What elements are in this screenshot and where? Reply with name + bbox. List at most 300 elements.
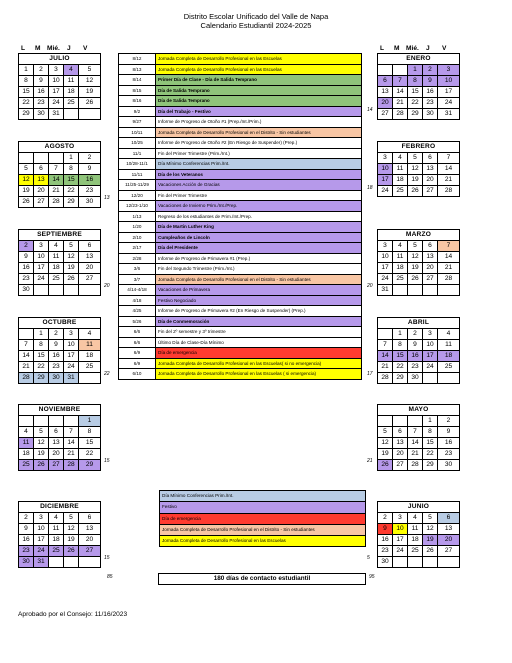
day-cell: 8: [19, 76, 34, 87]
day-cell: 1: [423, 416, 438, 427]
day-cell: 1: [393, 329, 408, 340]
day-cell: 9: [408, 340, 423, 351]
weekday-label: J: [426, 45, 430, 52]
legend-row: [160, 491, 366, 502]
event-date: 1/13: [119, 211, 156, 222]
day-cell: 10: [34, 252, 49, 263]
day-cell: 16: [19, 263, 34, 274]
day-cell: [393, 65, 408, 76]
event-date: 6/6: [119, 327, 156, 338]
event-date: 3/6: [119, 264, 156, 275]
day-cell: 8: [423, 427, 438, 438]
day-cell: 6: [438, 513, 460, 524]
day-cell: [49, 153, 64, 164]
day-cell: 6: [423, 153, 438, 164]
month-octubre: [18, 317, 101, 384]
event-date: 6/6: [119, 337, 156, 348]
day-cell: [64, 416, 79, 427]
day-cell: 16: [438, 438, 460, 449]
day-cell: 25: [393, 186, 408, 197]
day-cell: [393, 285, 408, 296]
day-cell: 15: [19, 87, 34, 98]
event-text: Vacaciones de Invierno Prim./Int./Prep.: [156, 201, 362, 212]
day-cell: [408, 557, 423, 568]
day-cell: 17: [64, 351, 79, 362]
day-cell: 3: [34, 241, 49, 252]
day-cell: 28: [19, 373, 34, 384]
day-cell: 12: [423, 524, 438, 535]
day-cell: 31: [378, 285, 393, 296]
event-row: [119, 295, 362, 306]
event-date: 10/11: [119, 127, 156, 138]
day-cell: 23: [423, 98, 438, 109]
day-cell: 24: [423, 362, 438, 373]
day-cell: 19: [378, 449, 393, 460]
day-cell: 29: [79, 460, 101, 471]
day-cell: 4: [64, 65, 79, 76]
event-text: Día de los Veteranos: [156, 169, 362, 180]
day-cell: 10: [438, 76, 460, 87]
day-cell: [19, 153, 34, 164]
day-cell: 13: [378, 87, 393, 98]
legend-item: Día de emergencia: [160, 513, 366, 524]
day-cell: 18: [393, 263, 408, 274]
day-cell: 6: [378, 76, 393, 87]
day-cell: 9: [49, 340, 64, 351]
day-cell: 20: [378, 98, 393, 109]
weekday-label: M: [35, 45, 41, 52]
event-date: 11/11: [119, 169, 156, 180]
day-cell: 18: [49, 535, 64, 546]
day-cell: 21: [64, 449, 79, 460]
day-cell: [34, 416, 49, 427]
day-cell: 29: [393, 373, 408, 384]
day-cell: 25: [19, 460, 34, 471]
month-agosto: [18, 141, 101, 208]
day-cell: 18: [438, 351, 460, 362]
day-cell: 22: [393, 362, 408, 373]
event-row: [119, 64, 362, 75]
day-cell: 13: [423, 164, 438, 175]
instructional-day-count: 5: [367, 555, 370, 561]
day-cell: 3: [49, 65, 64, 76]
event-text: Fin del Primer Trimestre (Prim./Int.): [156, 148, 362, 159]
day-cell: 23: [408, 362, 423, 373]
day-cell: [423, 285, 438, 296]
day-cell: 2: [49, 329, 64, 340]
weekday-label: Mié.: [47, 45, 60, 52]
day-cell: 9: [79, 164, 101, 175]
day-cell: 18: [408, 535, 423, 546]
day-cell: 27: [423, 274, 438, 285]
day-cell: 22: [34, 362, 49, 373]
instructional-day-count: 15: [104, 555, 110, 561]
event-text: Informe de Progreso de Otoño #1 (Prep./Int./Prim.): [156, 117, 362, 128]
event-text: Primer Día de Clase - Día de Salida Temprano: [156, 75, 362, 86]
day-cell: 5: [34, 427, 49, 438]
day-cell: [19, 416, 34, 427]
day-cell: 8: [79, 427, 101, 438]
day-cell: 29: [34, 373, 49, 384]
day-cell: 1: [19, 65, 34, 76]
day-cell: 27: [79, 546, 101, 557]
instructional-day-count: 22: [104, 371, 110, 377]
event-row: [119, 243, 362, 254]
day-cell: 18: [19, 449, 34, 460]
event-row: [119, 117, 362, 128]
month-name: FEBRERO: [378, 142, 460, 153]
day-cell: 14: [438, 164, 460, 175]
day-cell: 24: [438, 98, 460, 109]
month-abril: [377, 317, 460, 384]
event-date: 10/25: [119, 138, 156, 149]
day-cell: 5: [64, 241, 79, 252]
instructional-day-count: 20: [367, 283, 373, 289]
day-cell: 12: [19, 175, 34, 186]
day-cell: 6: [34, 164, 49, 175]
month-name: OCTUBRE: [19, 318, 101, 329]
day-cell: 19: [19, 186, 34, 197]
day-cell: 20: [79, 263, 101, 274]
day-cell: 14: [378, 351, 393, 362]
event-row: [119, 106, 362, 117]
event-row: [119, 285, 362, 296]
day-cell: 10: [34, 524, 49, 535]
day-cell: 15: [408, 87, 423, 98]
day-cell: 31: [438, 109, 460, 120]
day-cell: 6: [79, 513, 101, 524]
event-row: [119, 190, 362, 201]
day-cell: 4: [393, 153, 408, 164]
event-text: Jornada Completa de Desarrollo Profesional en las Escuelas ( si emergencia): [156, 369, 362, 380]
day-cell: 7: [438, 153, 460, 164]
day-cell: 10: [423, 340, 438, 351]
event-date: 8/13: [119, 64, 156, 75]
weekday-label: M: [394, 45, 400, 52]
event-date: 11/1: [119, 148, 156, 159]
contact-days: 180 días de contacto estudiantil: [158, 573, 366, 585]
event-date: 12/23-1/10: [119, 201, 156, 212]
day-cell: 8: [34, 340, 49, 351]
day-cell: 14: [19, 351, 34, 362]
day-cell: [49, 416, 64, 427]
event-text: Festivo Negociado: [156, 295, 362, 306]
day-cell: 13: [79, 524, 101, 535]
day-cell: [34, 153, 49, 164]
event-row: [119, 264, 362, 275]
day-cell: 22: [19, 98, 34, 109]
day-cell: 20: [79, 535, 101, 546]
event-text: Día de Salida Temprano: [156, 96, 362, 107]
day-cell: 10: [378, 252, 393, 263]
month-julio: [18, 53, 101, 120]
month-name: MARZO: [378, 230, 460, 241]
day-cell: 11: [19, 438, 34, 449]
day-cell: 14: [393, 87, 408, 98]
day-cell: 9: [378, 524, 393, 535]
day-cell: 30: [19, 557, 34, 568]
day-cell: 5: [64, 513, 79, 524]
day-cell: 27: [49, 460, 64, 471]
month-marzo: [377, 229, 460, 296]
event-row: [119, 337, 362, 348]
day-cell: 12: [378, 438, 393, 449]
day-cell: 3: [423, 329, 438, 340]
day-cell: 26: [408, 186, 423, 197]
day-cell: 30: [408, 373, 423, 384]
month-diciembre: [18, 501, 101, 568]
day-cell: 1: [34, 329, 49, 340]
event-text: Fin del Segundo Trimestre (Prim./Int.): [156, 264, 362, 275]
day-cell: 2: [19, 241, 34, 252]
event-date: 10/28-11/1: [119, 159, 156, 170]
instructional-day-count: 13: [104, 195, 110, 201]
day-cell: 17: [438, 87, 460, 98]
day-cell: 30: [438, 460, 460, 471]
day-cell: 18: [64, 87, 79, 98]
day-cell: 21: [438, 263, 460, 274]
day-cell: 24: [393, 546, 408, 557]
day-cell: 27: [423, 186, 438, 197]
day-cell: [79, 285, 101, 296]
day-cell: 11: [408, 524, 423, 535]
event-date: 12/20: [119, 190, 156, 201]
event-row: [119, 96, 362, 107]
day-cell: 31: [64, 373, 79, 384]
day-cell: 18: [393, 175, 408, 186]
day-cell: 22: [408, 98, 423, 109]
day-cell: 22: [79, 449, 101, 460]
day-cell: 28: [408, 460, 423, 471]
day-cell: 28: [64, 460, 79, 471]
legend-row: [160, 536, 366, 547]
total-right: 95: [369, 574, 375, 580]
day-cell: 16: [408, 351, 423, 362]
day-cell: 11: [393, 164, 408, 175]
day-cell: 11: [49, 252, 64, 263]
day-cell: 16: [378, 535, 393, 546]
day-cell: [438, 285, 460, 296]
day-cell: 2: [408, 329, 423, 340]
day-cell: 27: [79, 274, 101, 285]
day-cell: 25: [393, 274, 408, 285]
day-cell: 3: [64, 329, 79, 340]
day-cell: [64, 109, 79, 120]
day-cell: 15: [393, 351, 408, 362]
event-row: [119, 222, 362, 233]
day-cell: 26: [64, 274, 79, 285]
event-row: [119, 358, 362, 369]
day-cell: 20: [34, 186, 49, 197]
event-date: 9/2: [119, 106, 156, 117]
day-cell: 1: [79, 416, 101, 427]
day-cell: 21: [19, 362, 34, 373]
day-cell: 10: [378, 164, 393, 175]
day-cell: 16: [79, 175, 101, 186]
event-text: Día de Salida Temprano: [156, 85, 362, 96]
month-enero: [377, 53, 460, 120]
day-cell: 3: [393, 513, 408, 524]
day-cell: 17: [378, 175, 393, 186]
day-cell: [49, 285, 64, 296]
day-cell: 18: [79, 351, 101, 362]
day-cell: 13: [49, 438, 64, 449]
month-name: ENERO: [378, 54, 460, 65]
day-cell: 15: [423, 438, 438, 449]
month-name: ABRIL: [378, 318, 460, 329]
day-cell: 5: [408, 153, 423, 164]
event-date: 2/10: [119, 232, 156, 243]
day-cell: [49, 557, 64, 568]
day-cell: 15: [64, 175, 79, 186]
day-cell: 12: [408, 252, 423, 263]
event-date: 2/17: [119, 243, 156, 254]
day-cell: 15: [34, 351, 49, 362]
day-cell: [438, 373, 460, 384]
event-date: 4/18: [119, 295, 156, 306]
day-cell: 14: [64, 438, 79, 449]
day-cell: [19, 329, 34, 340]
day-cell: 28: [378, 373, 393, 384]
day-cell: 21: [393, 98, 408, 109]
event-date: 8/15: [119, 85, 156, 96]
day-cell: 22: [64, 186, 79, 197]
day-cell: 13: [393, 438, 408, 449]
event-date: 6/9: [119, 348, 156, 359]
district-title: Distrito Escolar Unificado del Valle de Napa: [183, 12, 329, 21]
day-cell: [408, 285, 423, 296]
day-cell: 5: [378, 427, 393, 438]
day-cell: 28: [438, 274, 460, 285]
day-cell: 2: [438, 416, 460, 427]
day-cell: 26: [34, 460, 49, 471]
day-cell: 30: [423, 109, 438, 120]
day-cell: [79, 557, 101, 568]
event-text: Informe de Progreso de Otoño #2 (En Riesgo de Suspender) (Prep.): [156, 138, 362, 149]
day-cell: 25: [79, 362, 101, 373]
day-cell: 24: [378, 186, 393, 197]
day-cell: 5: [423, 513, 438, 524]
month-name: MAYO: [378, 405, 460, 416]
event-row: [119, 369, 362, 380]
total-left: 85: [107, 574, 113, 580]
day-cell: 18: [49, 263, 64, 274]
day-cell: 9: [19, 252, 34, 263]
event-row: [119, 54, 362, 65]
month-febrero: [377, 141, 460, 197]
event-row: [119, 348, 362, 359]
month-mayo: [377, 404, 460, 471]
day-cell: 7: [19, 340, 34, 351]
legend-table: [159, 490, 366, 547]
day-cell: 23: [378, 546, 393, 557]
instructional-day-count: 15: [104, 458, 110, 464]
event-text: Jornada Completa de Desarrollo Profesional en el Distrito - Sin estudiantes: [156, 274, 362, 285]
day-cell: 23: [438, 449, 460, 460]
day-cell: 13: [34, 175, 49, 186]
day-cell: 20: [423, 263, 438, 274]
event-text: Jornada Completa de Desarrollo Profesional en las Escuelas: [156, 64, 362, 75]
weekday-label: Mié.: [406, 45, 419, 52]
event-date: 5/26: [119, 316, 156, 327]
day-cell: 1: [408, 65, 423, 76]
day-cell: 29: [408, 109, 423, 120]
event-row: [119, 327, 362, 338]
day-cell: 19: [408, 175, 423, 186]
day-cell: 2: [423, 65, 438, 76]
day-cell: 12: [408, 164, 423, 175]
day-cell: 17: [34, 535, 49, 546]
day-cell: 17: [34, 263, 49, 274]
event-date: 11/25-11/29: [119, 180, 156, 191]
day-cell: 12: [64, 252, 79, 263]
day-cell: 11: [49, 524, 64, 535]
day-cell: 30: [19, 285, 34, 296]
day-cell: 24: [34, 274, 49, 285]
day-cell: 4: [438, 329, 460, 340]
event-row: [119, 85, 362, 96]
day-cell: 20: [423, 175, 438, 186]
day-cell: 4: [408, 513, 423, 524]
weekday-label: L: [380, 45, 385, 52]
event-text: Día de emergencia: [156, 348, 362, 359]
day-cell: 8: [393, 340, 408, 351]
day-cell: 28: [49, 197, 64, 208]
event-date: 3/7: [119, 274, 156, 285]
day-cell: 25: [49, 274, 64, 285]
day-cell: 5: [79, 65, 101, 76]
day-cell: 25: [49, 546, 64, 557]
event-text: Jornada Completa de Desarrollo Profesional en las Escuelas: [156, 54, 362, 65]
day-cell: 28: [393, 109, 408, 120]
day-cell: 12: [34, 438, 49, 449]
day-cell: 10: [49, 76, 64, 87]
day-cell: 24: [64, 362, 79, 373]
day-cell: [393, 557, 408, 568]
day-cell: 26: [79, 98, 101, 109]
legend-item: Día Mínimo Conferencias Prim./Int.: [160, 491, 366, 502]
day-cell: 6: [79, 241, 101, 252]
day-cell: 19: [79, 87, 101, 98]
day-cell: 11: [393, 252, 408, 263]
day-cell: [378, 329, 393, 340]
event-text: Informe de Progreso de Primavera #2 (En Riesgo de Suspender) (Prep.): [156, 306, 362, 317]
day-cell: 2: [34, 65, 49, 76]
weekday-label: L: [21, 45, 26, 52]
events-table: [118, 53, 362, 380]
day-cell: 21: [438, 175, 460, 186]
calendar-title: Calendario Estudiantil 2024-2025: [200, 21, 312, 30]
event-date: 8/14: [119, 75, 156, 86]
event-text: Jornada Completa de Desarrollo Profesional en el Distrito - Sin estudiantes: [156, 127, 362, 138]
day-cell: 7: [49, 164, 64, 175]
day-cell: 4: [79, 329, 101, 340]
day-cell: 31: [49, 109, 64, 120]
day-cell: 7: [64, 427, 79, 438]
day-cell: 30: [79, 197, 101, 208]
day-cell: 26: [378, 460, 393, 471]
weekday-label: J: [67, 45, 71, 52]
day-cell: 26: [423, 546, 438, 557]
day-cell: 10: [393, 524, 408, 535]
day-cell: 2: [79, 153, 101, 164]
event-text: Día Mínimo Conferencias Prim./Int.: [156, 159, 362, 170]
legend-item: Jornada Completa de Desarrollo Profesional en el Distrito - Sin estudiantes: [160, 524, 366, 535]
day-cell: 4: [49, 513, 64, 524]
event-date: 9/27: [119, 117, 156, 128]
day-cell: 7: [378, 340, 393, 351]
instructional-day-count: 14: [367, 107, 373, 113]
